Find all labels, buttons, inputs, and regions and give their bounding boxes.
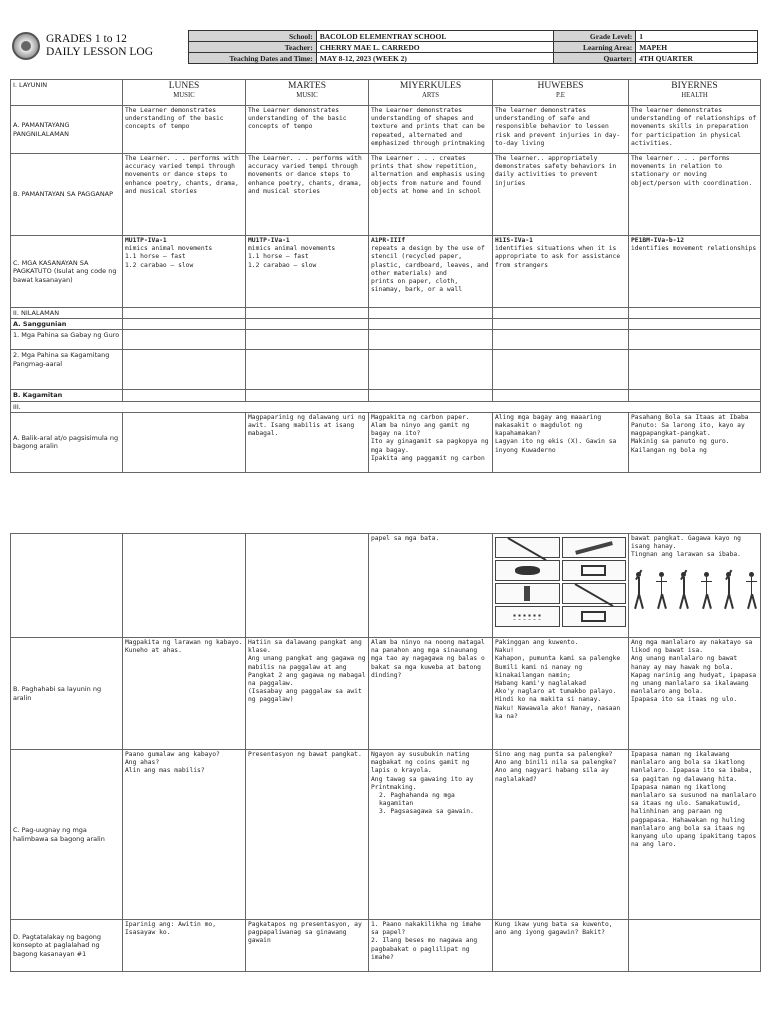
day-header-huwebes: HUWEBES P.E [493,80,629,106]
kasanayan-label: C. MGA KASANAYAN SA PAGKATUTO (Isulat ang code ng bawat kasanayan) [11,236,123,308]
instruction-text: bawat pangkat. Gagawa kayo ng isang hanay. Tingnan ang larawan sa ibaba. [631,535,741,559]
pag-uugnay-row [11,750,761,920]
gabay-label: 1. Mga Pahina sa Gabay ng Guro [11,330,123,350]
table-cell [246,236,369,308]
table-cell [123,390,246,401]
teacher-label: Teacher: [189,42,317,53]
table-cell: The Learner. . . performs with accuracy varied tempi through movements or dance steps to enhance poetry, chants, drama, and musical stories [246,154,369,236]
school-label: School: [189,31,317,42]
competency-text: identifies movement relationships [631,245,757,253]
table-cell: Aling mga bagay ang maaaring makasakit o magdulot ng kapahamakan? Lagyan ito ng ekis (X). Gawin sa inyong Kuwaderno [493,412,629,472]
kagamitan-row [11,390,761,401]
table-cell: Magpaparinig ng dalawang uri ng awit. Isang mabilis at isang mabagal. [246,412,369,472]
table-cell: The learner . . . performs movements in relation to stationary or moving object/person with coordination. [629,154,761,236]
dates-label: Teaching Dates and Time: [189,53,317,64]
table-cell: Ipapasa naman ng ikalawang manlalaro ang bola sa ikatlong manlalaro. Ipapasa ito sa ibaba, sa pagitan ng dalawang hita. Ipapasa naman ng ikatlong manlalaro sa susunod na manlalaro sa itaas ng ulo. Samakatuwid, halinhinan ang paraan ng pagpapasa. Hahawakan ng huling manlalaro ang bola sa itaas ng kanyang ulo upang ipakitang tapos na ang laro. [629,750,761,920]
table-cell [123,308,246,319]
school-value: BACOLOD ELEMENTRAY SCHOOL [316,31,554,42]
day-header-miyerkules: MIYERKULES ARTS [369,80,493,106]
book-icon [562,560,627,581]
table-cell: The learner demonstrates understanding of relationships of movements skills in preparation for participation in physical activities. [629,106,761,154]
table-cell [629,319,761,330]
table-cell [369,236,493,308]
competency-code: MU1TP-IVa-1 [125,237,167,244]
sanggunian-label: A. Sanggunian [11,319,123,330]
competency-text: repeats a design by the use of stencil (recycled paper, plastic, cardboard, leaves, and other materials) and prints on paper, cloth, sinamay, bark, or a wall [371,245,489,294]
iii-row [11,401,761,412]
deped-seal-icon [12,32,40,60]
table-cell: The Learner demonstrates understanding of shapes and texture and prints that can be repeated, alternated and emphasized through printmaking [369,106,493,154]
table-cell: Paano gumalaw ang kabayo? Ang ahas? Alin ang mas mabilis? [123,750,246,920]
table-cell: The Learner demonstrates understanding of the basic concepts of tempo [246,106,369,154]
table-cell [629,236,761,308]
table-cell [369,330,493,350]
table-cell [369,350,493,390]
table-cell: Magpakita ng larawan ng kabayo. Kuneho at ahas. [123,638,246,750]
table-cell [246,390,369,401]
table-cell [246,308,369,319]
table-cell: Hatiin sa dalawang pangkat ang klase. Ang unang pangkat ang gagawa ng mabilis na paggalaw at ang Pangkat 2 ang gagawa ng mabagal na paggalaw. (Isasabay ang paggalaw sa awit ng paggalaw) [246,638,369,750]
table-cell [246,534,369,638]
nilalaman-label: II. NILALAMAN [11,308,123,319]
candle-icon [495,583,560,604]
pangnilalaman-row [11,106,761,154]
pagtalakay-row [11,920,761,972]
table-cell: Magpakita ng carbon paper. Alam ba ninyo ang gamit ng bagay na ito? Ito ay ginagamit sa pagkopya ng mga bagay. Ipakita ang paggamit ng carbon [369,412,493,472]
competency-code: PE1BM-IVa-b-12 [631,237,685,244]
pagganap-label: B. PAMANTAYAN SA PAGGANAP [11,154,123,236]
table-cell [629,350,761,390]
glass-icon [562,606,627,627]
toy-icon [495,606,560,627]
table-cell [246,350,369,390]
sanggunian-row [11,319,761,330]
header-info-table [188,30,758,64]
table-cell: Sino ang nag punta sa palengke? Ano ang binili nila sa palengke? Ano ang nagyari habang sila ay naglalakad? [493,750,629,920]
quarter-label: Quarter: [554,53,636,64]
table-cell [629,534,761,638]
teacher-value: CHERRY MAE L. CARREDO [316,42,554,53]
day-header-biyernes: BIYERNES HEALTH [629,80,761,106]
table-cell [493,308,629,319]
area-label: Learning Area: [554,42,636,53]
table-cell [123,534,246,638]
activity-text: Ngayon ay susubukin nating magbakat ng coins gamit ng lapis o krayola. Ang tawag sa gawaing ito ay Printmaking. [371,751,474,791]
competency-text: identifies situations when it is appropriate to ask for assistance from strangers [495,245,621,269]
competency-code: A1PR-IIIf [371,237,406,244]
table-cell: Presentasyon ng bawat pangkat. [246,750,369,920]
table-cell [493,236,629,308]
table-cell: Iparinig ang: Awitin mo, Isasayaw ko. [123,920,246,972]
table-cell [369,750,493,920]
table-cell [629,308,761,319]
table-cell: The Learner . . . creates prints that show repetition, alternation and emphasis using objects from nature and found objects at home and in school [369,154,493,236]
table-cell [369,390,493,401]
table-cell [493,319,629,330]
dates-value: MAY 8-12, 2023 (WEEK 2) [316,53,554,64]
step-item: 3. Pagsasagawa sa gawain. [379,808,474,816]
table-cell [629,920,761,972]
table-cell [123,330,246,350]
balik-aral-cont-row [11,534,761,638]
lesson-log-table-page-1 [10,79,761,473]
competency-code: MU1TP-IVa-1 [248,237,290,244]
table-cell: Pagkatapos ng presentasyon, ay pagpapaliwanag sa ginawang gawain [246,920,369,972]
nilalaman-row [11,308,761,319]
person-figure-icon [746,572,756,610]
document-title [46,33,153,59]
competency-text: mimics animal movements 1.1 horse – fast 1.2 carabao – slow [248,245,336,269]
table-cell: 1. Paano nakakilikha ng imahe sa papel? 2. Ilang beses mo nagawa ang pagbabakat o paglilipat ng imahe? [369,920,493,972]
person-figure-icon [701,572,711,610]
document-header [10,30,758,63]
balik-aral-row [11,412,761,472]
table-cell [246,319,369,330]
layunin-label: I. LAYUNIN [11,80,123,106]
table-cell: The Learner demonstrates understanding of the basic concepts of tempo [123,106,246,154]
pag-uugnay-label: C. Pag-uugnay ng mga halimbawa sa bagong aralin [11,750,123,920]
table-cell: The learner.. appropriately demonstrates safety behaviors in daily activities to prevent injuries [493,154,629,236]
person-figure-icon [678,572,688,610]
table-cell [123,350,246,390]
paghahabi-row [11,638,761,750]
table-cell [11,534,123,638]
person-figure-icon [656,572,666,610]
table-cell [123,236,246,308]
hazard-picture-grid [495,537,626,627]
pagganap-row [11,154,761,236]
table-cell: Ang mga manlalaro ay nakatayo sa likod ng bawat isa. Ang unang manlalaro ng bawat hanay ay may hawak ng bola. Kapag narinig ang hudyat, ipapasa ng unang manlalaro sa ikalawang manlalaro ang bola. Ipapasa ito sa itaas ng ulo. [629,638,761,750]
pangnilalaman-label: A. PAMANTAYANG PANGNILALAMAN [11,106,123,154]
step-item: 2. Paghahanda ng mga kagamitan [379,792,455,808]
day-header-martes: MARTES MUSIC [246,80,369,106]
day-header-row [11,80,761,106]
title-line-1: GRADES 1 to 12 [46,33,127,45]
person-figure-icon [633,572,643,610]
person-figure-icon [723,572,733,610]
area-value: MAPEH [636,42,758,53]
iron-icon [495,560,560,581]
table-cell [369,319,493,330]
table-cell [123,412,246,472]
table-cell [493,534,629,638]
grade-value: 1 [636,31,758,42]
gabay-row [11,330,761,350]
table-cell: Alam ba ninyo na noong matagal na panahon ang mga sinaunang mga tao ay nagagawa ng balas o bakat sa mga kuweba at batong dinding? [369,638,493,750]
table-cell [493,330,629,350]
table-cell [246,330,369,350]
lesson-log-table-page-2 [10,533,761,972]
table-cell [493,390,629,401]
pencil-icon [562,583,627,604]
quarter-value: 4TH QUARTER [636,53,758,64]
table-cell [629,390,761,401]
table-cell: The learner demonstrates understanding of safe and responsible behavior to lessen risk and prevent injuries in day-to-day living [493,106,629,154]
balik-aral-label: A. Balik-aral at/o pagsisimula ng bagong aralin [11,412,123,472]
kagamitan-label: B. Kagamitan [11,390,123,401]
table-cell [369,308,493,319]
kagamitang-label: 2. Mga Pahina sa Kagamitang Pangmag-aaral [11,350,123,390]
title-line-2: DAILY LESSON LOG [46,46,154,58]
competency-code: H1IS-IVa-1 [495,237,533,244]
table-cell: Pakinggan ang kuwento. Naku! Kahapon, pumunta kami sa palengke Bumili kami ni nanay ng kinakailangan namin; Habang kami'y naglalakad Ako'y naglaro at tumakbo palayo. Hindi ko na makita si nanay. Naku! Nawawala ako! Nanay, nasaan ka na? [493,638,629,750]
scissors-icon [495,537,560,558]
kasanayan-row [11,236,761,308]
kagamitang-row [11,350,761,390]
table-cell: Kung ikaw yung bata sa kuwento, ano ang iyong gagawin? Bakit? [493,920,629,972]
grade-label: Grade Level: [554,31,636,42]
table-cell: papel sa mga bata. [369,534,493,638]
day-header-lunes: LUNES MUSIC [123,80,246,106]
table-cell: The Learner. . . performs with accuracy varied tempi through movements or dance steps to enhance poetry, chants, drama, and musical stories [123,154,246,236]
pagtalakay-label: D. Pagtatalakay ng bagong konsepto at paglalahad ng bagong kasanayan #1 [11,920,123,972]
iii-label: III. [11,401,761,412]
table-cell [629,330,761,350]
paghahabi-label: B. Paghahabi sa layunin ng aralin [11,638,123,750]
knife-icon [562,537,627,558]
table-cell: Pasahang Bola sa Itaas at Ibaba Panuto: Sa larong ito, kayo ay magpapangkat-pangkat. Makinig sa panuto ng guro. Kailangan ng bola ng [629,412,761,472]
table-cell [493,350,629,390]
ball-passing-figures [631,562,758,610]
table-cell [123,319,246,330]
competency-text: mimics animal movements 1.1 horse – fast 1.2 carabao – slow [125,245,213,269]
